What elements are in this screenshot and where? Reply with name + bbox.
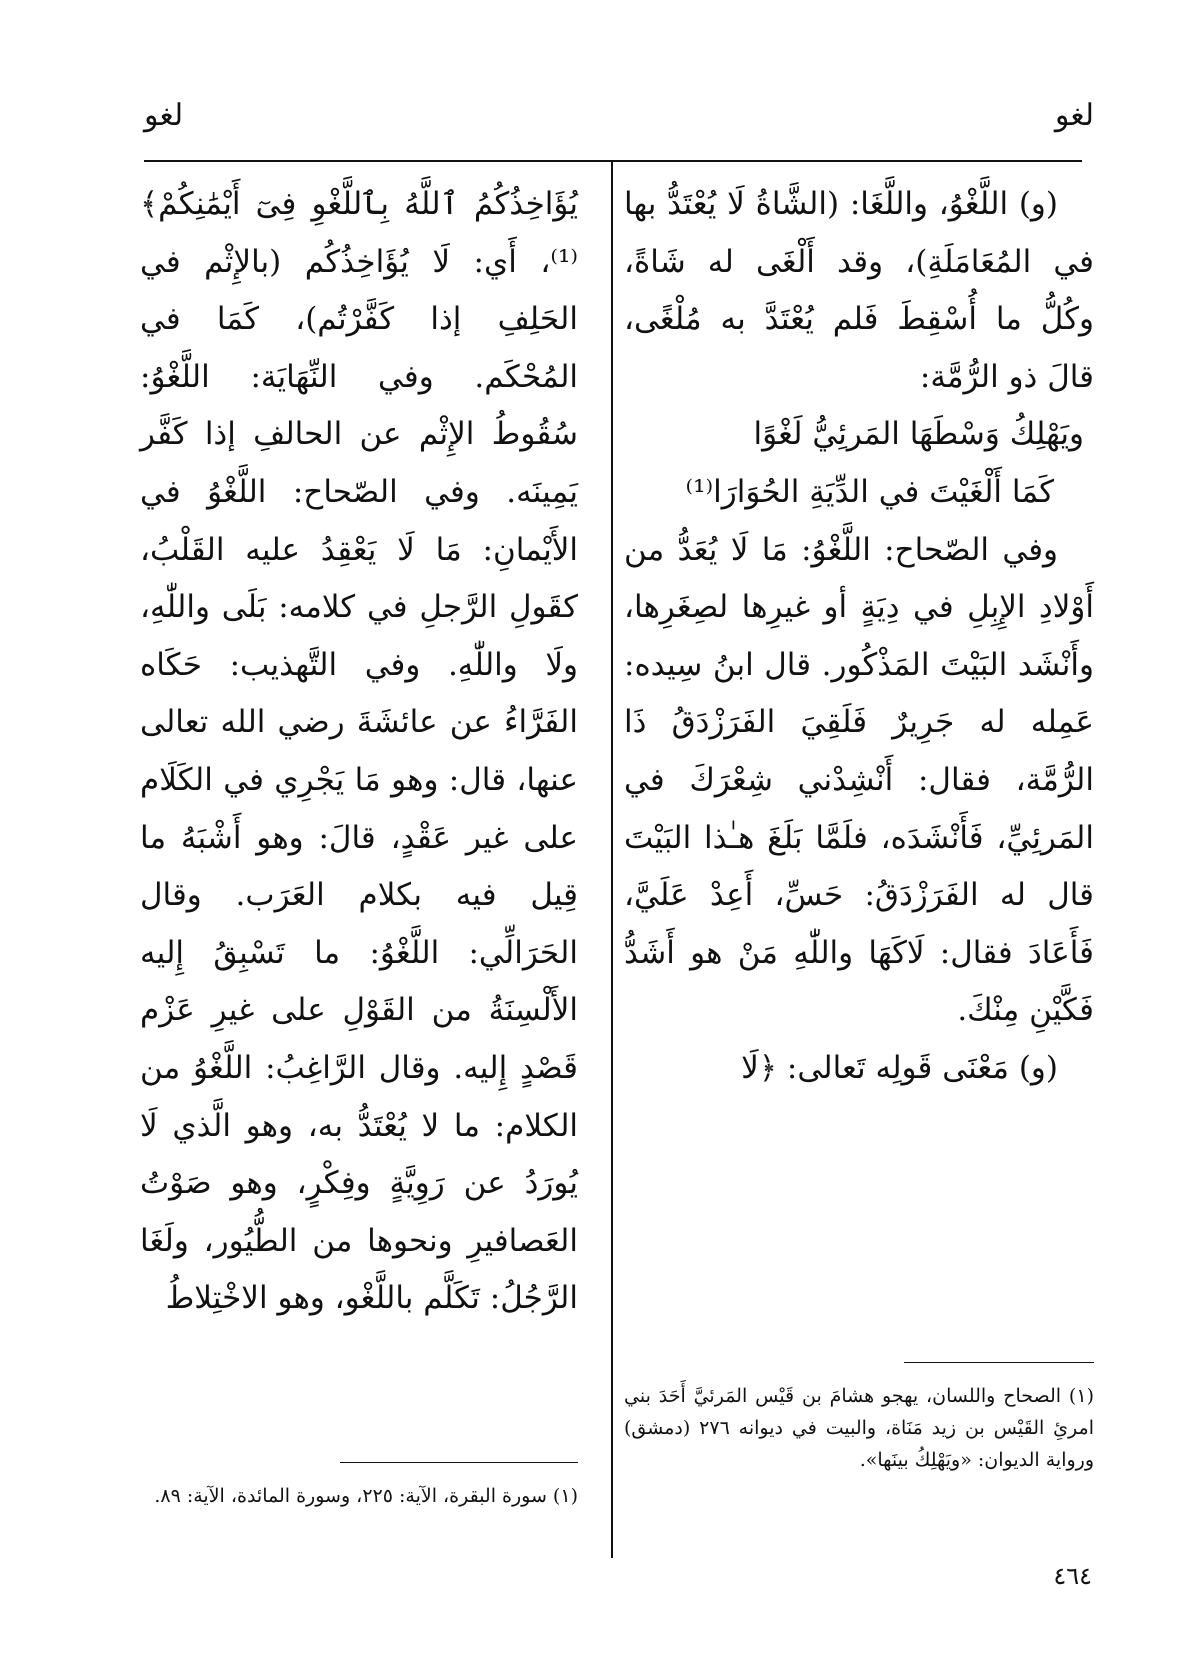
verse-opening: (و) مَعْنَى قَولِه تَعالى: ﴿لَا [741, 1049, 1058, 1086]
poem-line-second: كَمَا أَلْغَيْتَ في الدِّيَةِ الحُوَارَا⁽¹⁾ [685, 473, 1054, 510]
header-rule [144, 160, 1082, 162]
entry-paragraph: (و) اللَّغْوُ، واللَّغَا: (الشَّاةُ لَا يُعْتَدُّ بها في المُعَامَلَةِ)، وقد أَلْغَى له شَاةً، وكُلُّ ما أُسْقِطَ فَلم يُعْتَدَّ به مُلْغًى، قالَ ذو الرُّمَّة: [624, 186, 1094, 395]
footnote-left [140, 1480, 578, 1512]
footnote-left-text: (١) سورة البقرة، الآية: ٢٢٥، وسورة المائدة، الآية: ٨٩. [154, 1485, 578, 1507]
footnote-right-text: (١) الصحاح واللسان، يهجو هشامَ بن قَيْس المَرئيَّ أَحَدَ بني امرئِ القَيْس بن زيد مَنَاة، والبيت في ديوانه ٢٧٦ (دمشق) ورواية الديوان: «ويَهْلِكُ بينَها». [624, 1385, 1094, 1471]
footnote-right [624, 1380, 1094, 1476]
commentary-paragraph: وفي الصّحاح: اللَّغْوُ: مَا لَا يُعَدُّ من أَوْلادِ الإِبِلِ في دِيَةٍ أو غيرِها لصِغَرِها، وأَنْشَد البَيْتَ المَذْكُور. قال ابنُ سِيده: عَمِله له جَرِيرٌ فَلَقِيَ الفَرَزْدَقُ ذَا الرُّمَّة، فقال: أَنْشِدْني شِعْرَكَ في المَرئِيِّ، فَأَنْشَدَه، فلَمَّا بَلَغَ هـٰذا البَيْتَ قال له الفَرَزْدَقُ: حَسِّ، أَعِدْ عَلَيَّ، فَأَعَادَ فقال: لَاكَهَا واللّٰهِ مَنْ هو أَشَدُّ فَكَّيْنِ مِنْكَ. [624, 531, 1094, 1029]
footnote-rule-left [340, 1462, 578, 1463]
right-column [624, 176, 1094, 1098]
column-divider [611, 160, 613, 1558]
left-column [140, 176, 578, 1328]
footnote-rule-right [904, 1362, 1094, 1363]
running-head-right: لغو [1054, 98, 1094, 133]
running-head-left: لغو [144, 98, 184, 133]
left-column-text: يُؤَاخِذُكُمُ ٱللَّهُ بِٱللَّغْوِ فِىٓ أَيْمَٰنِكُمْ﴾⁽¹⁾، أَي: لَا يُؤَاخِذُكُم (بالإِثْم في الحَلِفِ إذا كَفَّرْتُم)، كَمَا في المُحْكَم. وفي النِّهَايَة: اللَّغْوُ: سُقُوطُ الإِثْم عن الحالفِ إذا كَفَّر يَمِينَه. وفي الصّحاح: اللَّغْوُ في الأَيْمانِ: مَا لَا يَعْقِدُ عليه القَلْبُ، كقَولِ الرَّجلِ في كلامه: بَلَى واللّٰهِ، ولَا واللّٰهِ. وفي التَّهذيب: حَكَاه الفَرَّاءُ عن عائشَةَ رضي الله تعالى عنها، قال: وهو مَا يَجْرِي في الكَلَام على غير عَقْدٍ، قالَ: وهو أَشْبَهُ ما قِيل فيه بكلام العَرَب. وقال الحَرَالِّي: اللَّغْوُ: ما تَسْبِقُ إِليه الأَلْسِنَةُ من القَوْلِ على غيرِ عَزْم قَصْدٍ إِليه. وقال الرَّاغِبُ: اللَّغْوُ من الكلام: ما لا يُعْتَدُّ به، وهو الَّذي لَا يُورَدُ عن رَوِيَّةٍ وفِكْرٍ، وهو صَوْتُ العَصافيرِ ونحوها من الطُّيُور، ولَغَا الرَّجُلُ: تَكَلَّم باللَّغْو، وهو الاخْتِلاطُ [140, 186, 578, 1317]
page-number: ٤٦٤ [1053, 1562, 1092, 1590]
poem-line-first: ويَهْلِكُ وَسْطَهَا المَرئِيُّ لَغْوًا [753, 416, 1084, 453]
